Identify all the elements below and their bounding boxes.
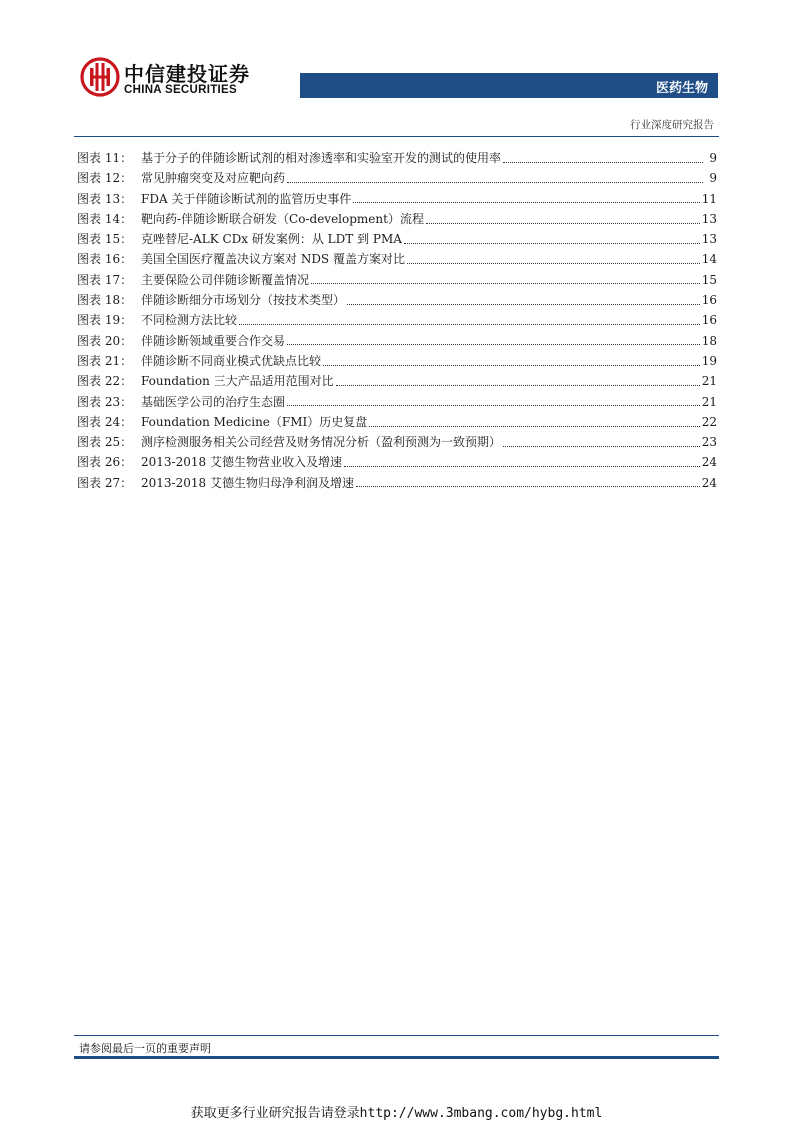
toc-page: 22 (701, 414, 717, 429)
toc-title: 伴随诊断领域重要合作交易 (141, 333, 286, 348)
toc-entry[interactable] (77, 452, 717, 472)
toc-page: 23 (701, 435, 717, 450)
toc-number: 图表 11： (77, 151, 133, 165)
toc-leader (369, 426, 699, 427)
toc-entry[interactable] (77, 270, 717, 290)
toc-page: 14 (701, 252, 717, 267)
toc-number: 图表 17： (77, 272, 133, 287)
toc-leader (323, 365, 700, 366)
toc-entry[interactable] (77, 351, 717, 371)
toc-title: 基于分子的伴随诊断试剂的相对渗透率和实验室开发的测试的使用率 (141, 151, 502, 165)
toc-title: Foundation 三大产品适用范围对比 (141, 374, 334, 389)
toc-leader (336, 385, 700, 386)
report-type: 行业深度研究报告 (630, 119, 714, 131)
toc-page: 15 (701, 272, 717, 287)
toc-page: 16 (701, 293, 717, 308)
toc-number: 图表 21： (77, 353, 133, 368)
toc-title: 主要保险公司伴随诊断覆盖情况 (141, 272, 310, 287)
toc-title: 靶向药-伴随诊断联合研发（Co-development）流程 (141, 211, 424, 226)
toc-title: 不同检测方法比较 (141, 313, 238, 328)
toc-title: 2013-2018 艾德生物营业收入及增速 (141, 455, 342, 470)
toc-entry[interactable] (77, 331, 717, 351)
toc-leader (503, 162, 703, 163)
toc-title: 2013-2018 艾德生物归母净利润及增速 (141, 475, 354, 490)
sector-label: 医药生物 (655, 81, 708, 96)
toc-leader (353, 202, 699, 203)
toc-page: 9 (709, 151, 717, 165)
toc-page: 21 (701, 394, 717, 409)
toc-title: 伴随诊断细分市场划分（按技术类型） (141, 293, 346, 308)
toc-entry[interactable] (77, 189, 717, 209)
toc-number: 图表 27： (77, 475, 133, 490)
toc-entry[interactable] (77, 290, 717, 310)
toc-page: 13 (701, 232, 717, 247)
toc-entry[interactable] (77, 148, 717, 168)
toc-title: 常见肿瘤突变及对应靶向药 (141, 171, 286, 186)
toc-leader (407, 263, 700, 264)
toc-page: 13 (701, 211, 717, 226)
toc-entry[interactable] (77, 392, 717, 412)
toc-page: 9 (709, 171, 717, 186)
toc-number: 图表 20： (77, 333, 133, 348)
toc-number: 图表 19： (77, 313, 133, 328)
toc-number: 图表 15： (77, 232, 133, 247)
toc-leader (347, 304, 700, 305)
toc-number: 图表 24： (77, 414, 133, 429)
toc-page: 24 (701, 475, 717, 490)
toc-entry[interactable] (77, 209, 717, 229)
toc-entry[interactable] (77, 310, 717, 330)
company-logo (80, 57, 260, 101)
toc-page: 11 (701, 191, 717, 206)
sector-banner (300, 73, 718, 98)
toc-number: 图表 16： (77, 252, 133, 267)
toc-leader (311, 283, 700, 284)
citic-logo-icon (80, 57, 120, 97)
toc-title: 伴随诊断不同商业模式优缺点比较 (141, 353, 322, 368)
toc-page: 19 (701, 353, 717, 368)
toc-leader (426, 223, 700, 224)
toc-leader (239, 324, 700, 325)
toc-page: 16 (701, 313, 717, 328)
toc-entry[interactable] (77, 229, 717, 249)
logo-english-name: CHINA SECURITIES (124, 84, 237, 96)
promo-link-text[interactable]: 获取更多行业研究报告请登录http://www.3mbang.com/hybg.html (190, 1106, 603, 1121)
toc-page: 21 (701, 374, 717, 389)
figure-list (77, 148, 717, 493)
toc-leader (344, 466, 700, 467)
footer-rule (74, 1056, 719, 1059)
header-divider (74, 136, 719, 137)
toc-number: 图表 23： (77, 394, 133, 409)
toc-number: 图表 22： (77, 374, 133, 389)
toc-entry[interactable] (77, 249, 717, 269)
toc-entry[interactable] (77, 371, 717, 391)
disclaimer-note: 请参阅最后一页的重要声明 (79, 1042, 211, 1055)
toc-title: 美国全国医疗覆盖决议方案对 NDS 覆盖方案对比 (141, 252, 405, 267)
toc-title: 克唑替尼-ALK CDx 研发案例：从 LDT 到 PMA (141, 232, 402, 247)
toc-page: 24 (701, 455, 717, 470)
toc-leader (404, 243, 700, 244)
toc-entry[interactable] (77, 168, 717, 188)
toc-number: 图表 18： (77, 293, 133, 308)
toc-entry[interactable] (77, 473, 717, 493)
toc-title: 基础医学公司的治疗生态圈 (141, 394, 286, 409)
toc-page: 18 (701, 333, 717, 348)
toc-leader (356, 486, 700, 487)
toc-leader (287, 344, 700, 345)
logo-chinese-name: 中信建投证券 (124, 62, 250, 86)
toc-title: FDA 关于伴随诊断试剂的监管历史事件 (141, 191, 352, 206)
toc-number: 图表 12： (77, 171, 133, 186)
toc-entry[interactable] (77, 432, 717, 452)
toc-leader (287, 405, 700, 406)
toc-entry[interactable] (77, 412, 717, 432)
toc-title: 测序检测服务相关公司经营及财务情况分析（盈利预测为一致预期） (141, 435, 502, 450)
toc-number: 图表 25： (77, 435, 133, 450)
toc-leader (287, 182, 703, 183)
toc-leader (503, 446, 700, 447)
toc-number: 图表 14： (77, 211, 133, 226)
footer-divider (74, 1035, 719, 1036)
toc-number: 图表 13： (77, 191, 133, 206)
toc-title: Foundation Medicine（FMI）历史复盘 (141, 414, 368, 429)
toc-number: 图表 26： (77, 455, 133, 470)
